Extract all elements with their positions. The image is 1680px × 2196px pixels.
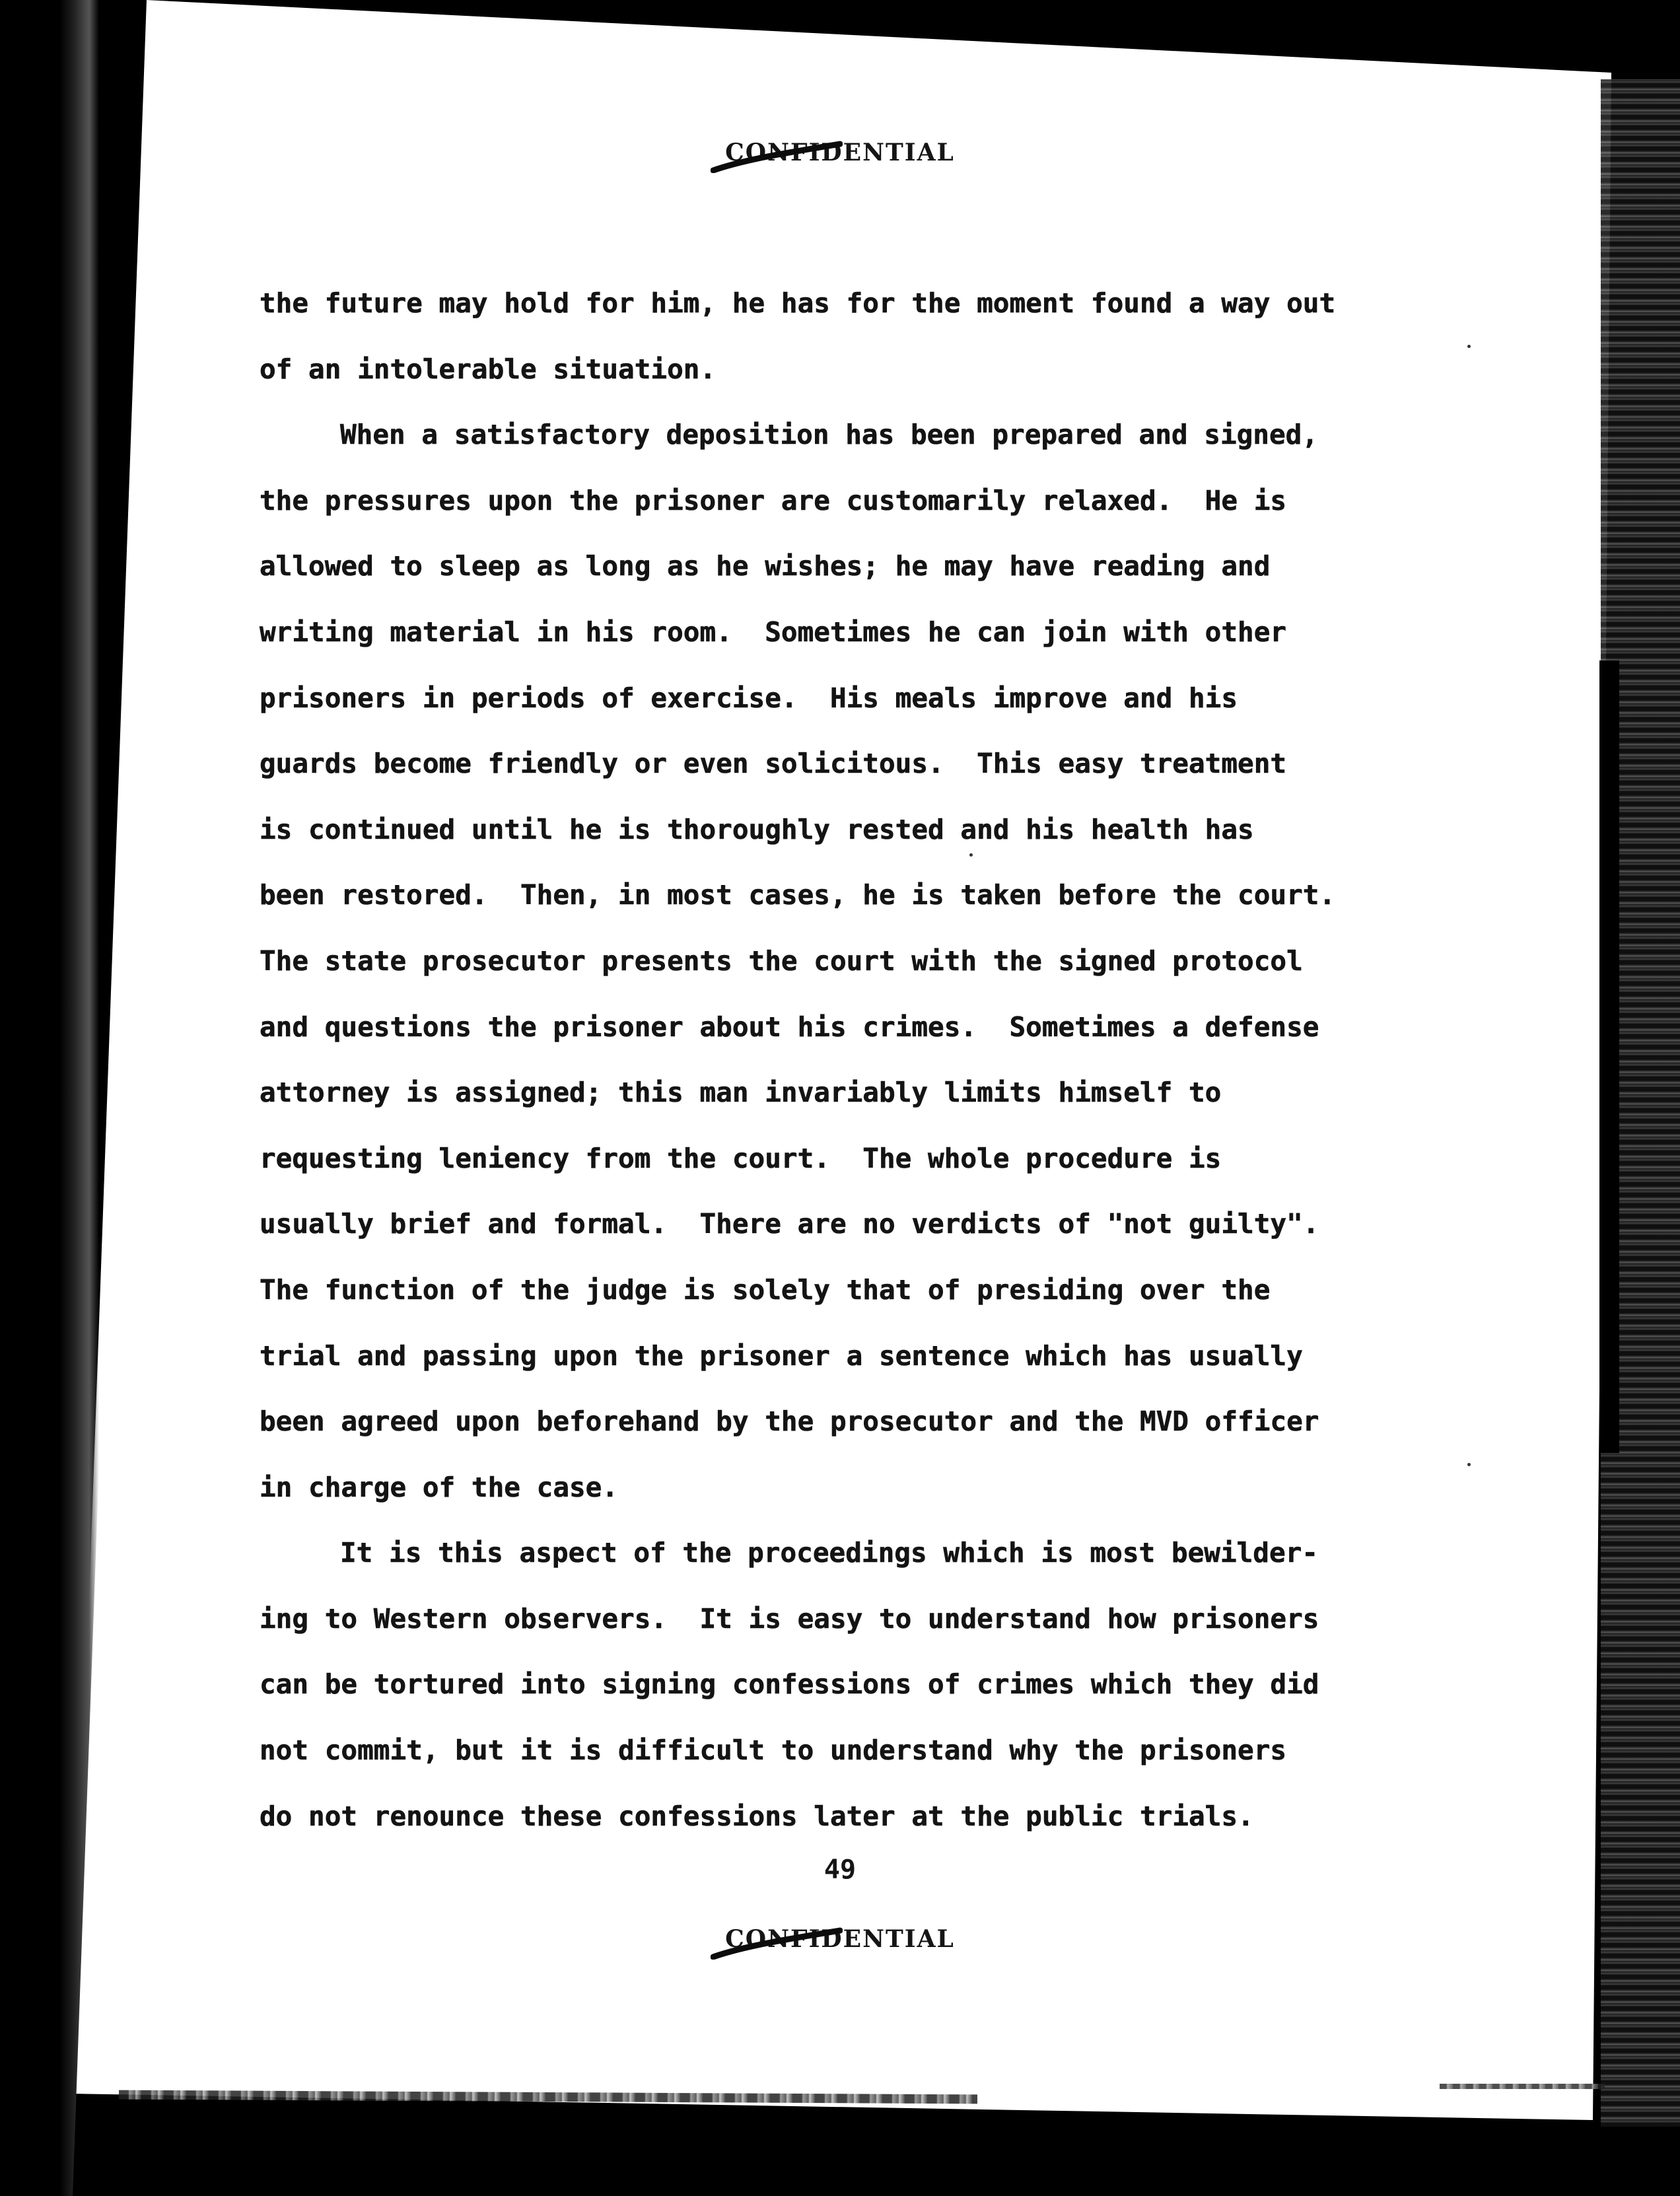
text-line: ing to Western observers. It is easy to understand how prisoners xyxy=(260,1602,1319,1635)
text-line: usually brief and formal. There are no verdicts of "not guilty". xyxy=(260,1208,1319,1240)
text-line: the future may hold for him, he has for the moment found a way out xyxy=(260,287,1336,319)
text-line: in charge of the case. xyxy=(260,1471,619,1503)
classification-text: CONFIDENTIAL xyxy=(725,139,955,166)
text-line: can be tortured into signing confessions of crimes which they did xyxy=(260,1668,1319,1701)
page-number: 49 xyxy=(823,1855,857,1885)
scan-streak-bottom-right xyxy=(1440,2084,1605,2089)
text-line: and questions the prisoner about his crimes. Sometimes a defense xyxy=(260,1010,1319,1043)
text-line: guards become friendly or even solicitous. This easy treatment xyxy=(260,748,1287,780)
text-line: attorney is assigned; this man invariably limits himself to xyxy=(260,1077,1222,1109)
text-line: been restored. Then, in most cases, he is taken before the court. xyxy=(260,879,1336,911)
text-line: requesting leniency from the court. The whole procedure is xyxy=(260,1142,1222,1174)
text-line: of an intolerable situation. xyxy=(260,353,717,385)
classification-marking-top xyxy=(0,139,1680,166)
text-line: been agreed upon beforehand by the prosecutor and the MVD officer xyxy=(260,1405,1319,1438)
text-line: is continued until he is thoroughly rested and his health has xyxy=(260,813,1254,845)
text-line: prisoners in periods of exercise. His meals improve and his xyxy=(260,682,1238,714)
text-line: allowed to sleep as long as he wishes; he may have reading and xyxy=(260,550,1271,583)
text-line: It is this aspect of the proceedings which is most bewilder- xyxy=(340,1537,1319,1569)
scan-edge-right-band xyxy=(1599,660,1619,1453)
redaction-strike-mark xyxy=(711,140,843,173)
text-line: trial and passing upon the prisoner a sentence which has usually xyxy=(260,1339,1303,1372)
classification-text: CONFIDENTIAL xyxy=(725,1925,955,1953)
text-line: the pressures upon the prisoner are customarily relaxed. He is xyxy=(260,484,1287,516)
document-body xyxy=(260,271,1514,1849)
text-line: When a satisfactory deposition has been prepared and signed, xyxy=(340,419,1319,451)
text-line: writing material in his room. Sometimes he can join with other xyxy=(260,616,1287,648)
text-line: not commit, but it is difficult to understand why the prisoners xyxy=(260,1734,1287,1767)
redaction-strike-mark xyxy=(711,1927,843,1960)
classification-marking-bottom xyxy=(0,1925,1680,1953)
text-line: The state prosecutor presents the court with the signed protocol xyxy=(260,944,1303,977)
text-line: The function of the judge is solely that of presiding over the xyxy=(260,1273,1271,1306)
text-line: do not renounce these confessions later at the public trials. xyxy=(260,1800,1254,1832)
